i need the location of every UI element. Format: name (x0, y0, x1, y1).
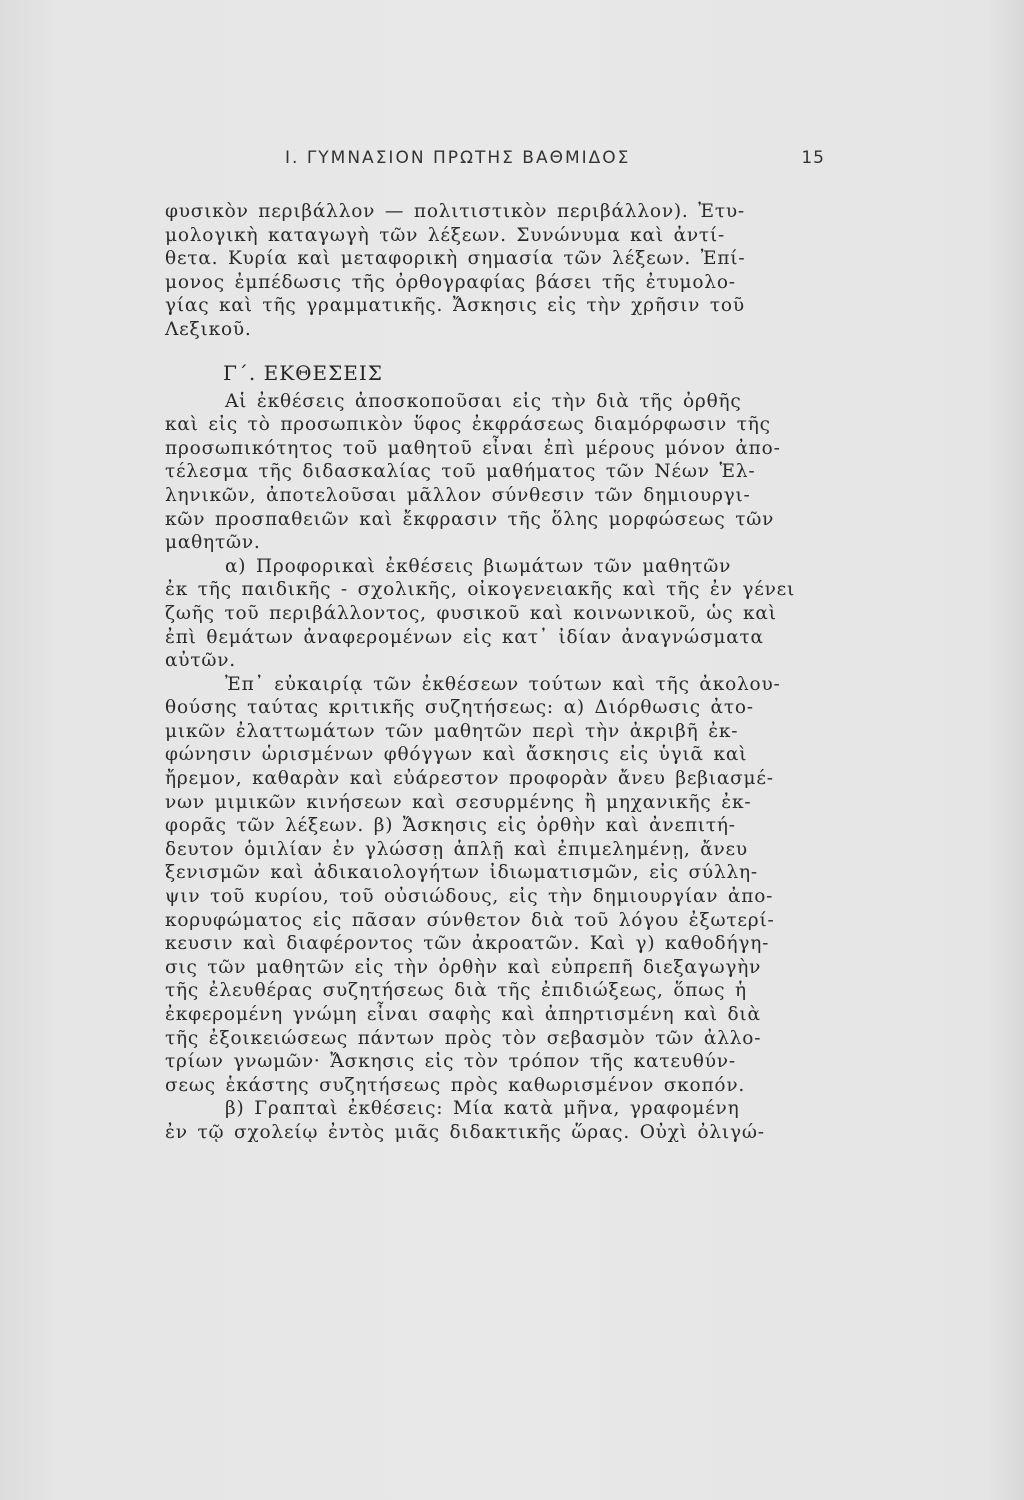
page-number: 15 (801, 148, 825, 168)
text-line: α) Προφορικαὶ ἐκθέσεις βιωμάτων τῶν μαθητῶν (225, 555, 732, 577)
text-line: προσωπικότητος τοῦ μαθητοῦ εἶναι ἐπὶ μέρους μόνον ἀπο- (165, 437, 781, 459)
text-line: καὶ εἰς τὸ προσωπικὸν ὕφος ἐκφράσεως διαμόρφωσιν τῆς (165, 414, 771, 436)
section-heading: Γ΄. ΕΚΘΕΣΕΙΣ (223, 360, 383, 385)
chapter-title: I. ΓΥΜΝΑΣΙΟΝ ΠΡΩΤΗΣ ΒΑΘΜΙΔΟΣ (285, 148, 631, 168)
text-line: κῶν προσπαθειῶν καὶ ἔκφρασιν τῆς ὅλης μορφώσεως τῶν (165, 508, 775, 530)
text-line: γίας καὶ τῆς γραμματικῆς. Ἄσκησις εἰς τὴν χρῆσιν τοῦ (165, 295, 745, 317)
paragraph-written (165, 1097, 825, 1144)
text-line: κευσιν καὶ διαφέροντος τῶν ἀκροατῶν. Καὶ γ) καθοδήγη- (165, 933, 770, 955)
text-line: τῆς ἐξοικειώσεως πάντων πρὸς τὸν σεβασμὸν τῶν ἀλλο- (165, 1027, 762, 1049)
paragraph-discussion (165, 673, 825, 1098)
text-line: ψιν τοῦ κυρίου, τοῦ οὐσιώδους, εἰς τὴν δημιουργίαν ἀπο- (165, 886, 774, 908)
text-line: τῆς ἐλευθέρας συζητήσεως διὰ τῆς ἐπιδιώξεως, ὅπως ἡ (165, 980, 747, 1002)
text-line: μονος ἐμπέδωσις τῆς ὀρθογραφίας βάσει τῆς ἐτυμολο- (165, 271, 736, 293)
text-line: ἐπὶ θεμάτων ἀναφερομένων εἰς κατ᾽ ἰδίαν ἀναγνώσματα (165, 626, 764, 648)
text-line: ἐν τῷ σχολείῳ ἐντὸς μιᾶς διδακτικῆς ὥρας. Οὐχὶ ὀλιγώ- (165, 1121, 765, 1143)
text-line: Αἱ ἐκθέσεις ἀποσκοποῦσαι εἰς τὴν διὰ τῆς ὀρθῆς (225, 390, 742, 412)
text-line: νων μιμικῶν κινήσεων καὶ σεσυρμένης ἢ μηχανικῆς ἐκ- (165, 791, 752, 813)
text-line: φώνησιν ὡρισμένων φθόγγων καὶ ἄσκησις εἰς ὑγιᾶ καὶ (165, 744, 748, 766)
text-line: ζωῆς τοῦ περιβάλλοντος, φυσικοῦ καὶ κοινωνικοῦ, ὡς καὶ (165, 602, 777, 624)
text-line: τέλεσμα τῆς διδασκαλίας τοῦ μαθήματος τῶν Νέων Ἑλ- (165, 461, 756, 483)
text-line: μαθητῶν. (165, 532, 261, 554)
text-line: ξενισμῶν καὶ ἀδικαιολογήτων ἰδιωματισμῶν, εἰς σύλλη- (165, 862, 758, 884)
body-text (165, 200, 825, 1145)
text-line: Ἐπ᾽ εὐκαιρίᾳ τῶν ἐκθέσεων τούτων καὶ τῆς ἀκολου- (225, 673, 781, 695)
text-line: ἐκφερομένη γνώμη εἶναι σαφὴς καὶ ἀπηρτισμένη καὶ διὰ (165, 1004, 761, 1025)
text-line: δευτον ὁμιλίαν ἐν γλώσσῃ ἁπλῇ καὶ ἐπιμελημένῃ, ἄνευ (165, 838, 748, 860)
text-line: β) Γραπταὶ ἐκθέσεις: Μία κατὰ μῆνα, γραφομένη (225, 1098, 740, 1120)
paragraph-oral (165, 555, 825, 673)
text-line: κορυφώματος εἰς πᾶσαν σύνθετον διὰ τοῦ λόγου ἐξωτερί- (165, 909, 775, 931)
text-line: τρίων γνωμῶν· Ἄσκησις εἰς τὸν τρόπον τῆς κατευθύν- (165, 1051, 736, 1073)
text-line: φορᾶς τῶν λέξεων. β) Ἄσκησις εἰς ὀρθὴν καὶ ἀνεπιτή- (165, 815, 736, 837)
text-line: σις τῶν μαθητῶν εἰς τὴν ὀρθὴν καὶ εὐπρεπῆ διεξαγωγὴν (165, 956, 762, 978)
text-line: θούσης ταύτας κριτικῆς συζητήσεως: α) Διόρθωσις ἀτο- (165, 697, 754, 719)
text-line: Λεξικοῦ. (165, 318, 252, 340)
text-line: ἤρεμον, καθαρὰν καὶ εὐάρεστον προφορὰν ἄνευ βεβιασμέ- (165, 768, 774, 790)
text-line: ληνικῶν, ἀποτελοῦσαι μᾶλλον σύνθεσιν τῶν δημιουργι- (165, 484, 751, 506)
paragraph-intro (165, 390, 825, 555)
text-line: σεως ἑκάστης συζητήσεως πρὸς καθωρισμένον σκοπόν. (165, 1074, 746, 1096)
text-line: φυσικὸν περιβάλλον — πολιτιστικὸν περιβάλλον). Ἐτυ- (165, 201, 745, 222)
paragraph-vocabulary (165, 200, 825, 342)
text-line: μικῶν ἐλαττωμάτων τῶν μαθητῶν περὶ τὴν ἀκριβῆ ἐκ- (165, 720, 739, 742)
text-line: αὐτῶν. (165, 650, 236, 672)
text-line: θετα. Κυρία καὶ μεταφορικὴ σημασία τῶν λέξεων. Ἐπί- (165, 248, 746, 270)
text-line: ἐκ τῆς παιδικῆς - σχολικῆς, οἰκογενειακῆς καὶ τῆς ἐν γένει (165, 579, 796, 601)
text-line: μολογικὴ καταγωγὴ τῶν λέξεων. Συνώνυμα καὶ ἀντί- (165, 224, 726, 246)
running-head (285, 148, 825, 172)
